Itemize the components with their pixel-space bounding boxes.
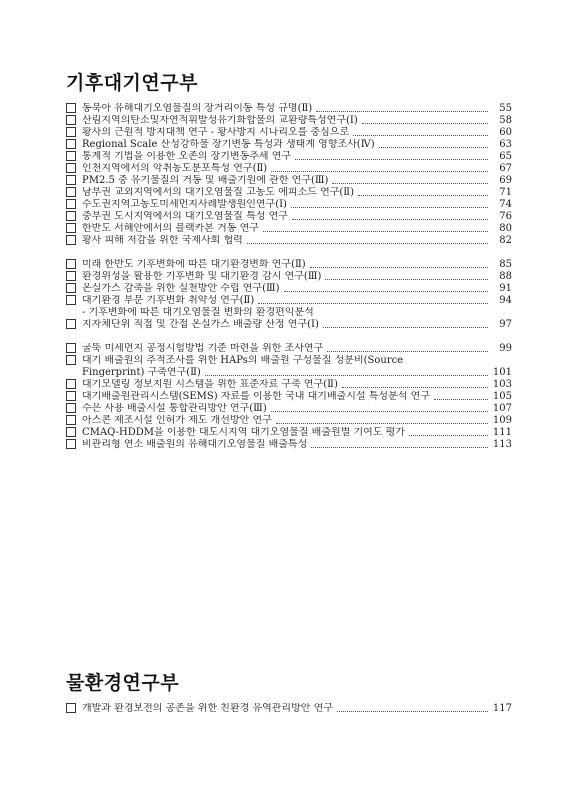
- toc-entry[interactable]: [66, 403, 512, 415]
- checkbox-icon: [66, 127, 76, 137]
- toc-entry[interactable]: [66, 163, 512, 175]
- section-title: 기후대기연구부: [66, 72, 198, 94]
- toc-entry-title: 지자체단위 직접 및 간접 온실가스 배출량 산정 연구(Ⅰ): [82, 319, 319, 330]
- toc-page-number: 65: [499, 151, 512, 162]
- toc-entry[interactable]: [66, 271, 512, 283]
- toc-page-number: 58: [499, 115, 512, 126]
- checkbox-icon: [66, 439, 76, 449]
- toc-entry[interactable]: [66, 127, 512, 139]
- toc-entry-title: 동북아 유해대기오염물질의 장거리이동 특성 규명(Ⅱ): [82, 103, 313, 114]
- toc-page-number: 105: [492, 391, 512, 402]
- checkbox-icon: [66, 355, 76, 365]
- checkbox-icon: [66, 391, 76, 401]
- toc-page-number: 88: [499, 271, 512, 282]
- toc-page-number: 80: [499, 223, 512, 234]
- dot-leader: [291, 207, 488, 208]
- dot-leader: [247, 243, 488, 244]
- toc-entry-title: 환경위성을 활용한 기후변화 및 대기환경 감시 연구(Ⅲ): [82, 271, 322, 282]
- toc-entry[interactable]: [66, 211, 512, 223]
- toc-page-number: 67: [499, 163, 512, 174]
- toc-entry-title: 대기 배출원의 추적조사를 위한 HAPs의 배출원 구성물질 성분비(Source: [82, 355, 404, 366]
- toc-entry-title: 수도권지역고농도미세먼지사례발생원인연구(Ⅰ): [82, 199, 287, 210]
- toc-page-number: 117: [492, 703, 512, 714]
- dot-leader: [292, 219, 488, 220]
- toc-entry[interactable]: [66, 307, 512, 319]
- toc-entry[interactable]: [66, 139, 512, 151]
- toc-page-number: 91: [499, 283, 512, 294]
- dot-leader: [271, 171, 488, 172]
- checkbox-icon: [66, 151, 76, 161]
- toc-entry-title: PM2.5 중 유기물질의 거동 및 배출기원에 관한 연구(Ⅲ): [82, 175, 329, 186]
- dot-leader: [325, 279, 488, 280]
- toc-entry[interactable]: [66, 319, 512, 331]
- toc-entry[interactable]: [66, 199, 512, 211]
- checkbox-icon: [66, 271, 76, 281]
- checkbox-icon: [66, 403, 76, 413]
- dot-leader: [332, 183, 488, 184]
- dot-leader: [276, 423, 488, 424]
- toc-entry[interactable]: [66, 379, 512, 391]
- toc-page-number: 107: [492, 403, 512, 414]
- toc-page-number: 97: [499, 319, 512, 330]
- checkbox-icon: [66, 211, 76, 221]
- toc-entry[interactable]: [66, 259, 512, 271]
- toc-entry-title: 남부권 교외지역에서의 대기오염물질 고농도 에피소드 연구(Ⅱ): [82, 187, 354, 198]
- toc-page-number: 71: [499, 187, 512, 198]
- toc-page-number: 60: [499, 127, 512, 138]
- toc-page-number: 113: [492, 439, 512, 450]
- toc-entry[interactable]: [66, 295, 512, 307]
- toc-entry-title: 대기모델링 정보지원 시스템을 위한 표준자료 구축 연구(Ⅱ): [82, 379, 338, 390]
- toc-page-number: 111: [492, 427, 512, 438]
- toc-entry-title: Fingerprint) 구축연구(Ⅱ): [82, 367, 201, 378]
- toc-list: [66, 103, 512, 451]
- checkbox-icon: [66, 427, 76, 437]
- section-climate-air: [66, 72, 512, 451]
- toc-entry[interactable]: [66, 391, 512, 403]
- dot-leader: [263, 231, 488, 232]
- toc-entry-title: Regional Scale 산성강하물 장기변동 특성과 생태계 영향조사(Ⅳ): [82, 139, 375, 150]
- toc-entry[interactable]: [66, 235, 512, 247]
- checkbox-icon: [66, 175, 76, 185]
- toc-entry-title: 인천지역에서의 악취농도분포특성 연구(Ⅱ): [82, 163, 268, 174]
- dot-leader: [379, 147, 488, 148]
- toc-page-number: 76: [499, 211, 512, 222]
- checkbox-icon: [66, 163, 76, 173]
- toc-entry[interactable]: [66, 343, 512, 355]
- dot-leader: [362, 123, 488, 124]
- dot-leader: [323, 327, 488, 328]
- dot-leader: [316, 111, 488, 112]
- toc-entry[interactable]: [66, 103, 512, 115]
- toc-entry-title: 수은 사용 배출시설 통합관리방안 연구(Ⅲ): [82, 403, 267, 414]
- checkbox-icon: [66, 223, 76, 233]
- toc-entry[interactable]: [66, 151, 512, 163]
- toc-page-number: 55: [499, 103, 512, 114]
- dot-leader: [311, 447, 488, 448]
- toc-page-number: 63: [499, 139, 512, 150]
- toc-page-number: 99: [499, 343, 512, 354]
- toc-list: [66, 703, 512, 715]
- checkbox-icon: [66, 319, 76, 329]
- dot-leader: [353, 135, 488, 136]
- dot-leader: [205, 375, 488, 376]
- toc-entry-title: 굴뚝 미세먼지 공정시험방법 기준 마련을 위한 조사연구: [82, 343, 324, 354]
- toc-entry-title: 황사 피해 저감을 위한 국제사회 협력: [82, 235, 243, 246]
- toc-entry[interactable]: [66, 415, 512, 427]
- checkbox-icon: [66, 295, 76, 305]
- toc-entry-title: 중부권 도시지역에서의 대기오염물질 특성 연구: [82, 211, 288, 222]
- checkbox-icon: [66, 187, 76, 197]
- toc-entry-title: 개발과 환경보전의 공존을 위한 친환경 유역관리방안 연구: [82, 703, 333, 714]
- toc-entry-title: 아스콘 제조시설 인허가 제도 개선방안 연구: [82, 415, 272, 426]
- toc-entry[interactable]: [66, 439, 512, 451]
- toc-page-number: 82: [499, 235, 512, 246]
- toc-entry-title: 대기환경 부문 기후변화 취약성 연구(Ⅱ): [82, 295, 255, 306]
- toc-entry[interactable]: [66, 283, 512, 295]
- toc-entry-title: 미래 한반도 기후변화에 따른 대기환경변화 연구(Ⅱ): [82, 259, 306, 270]
- toc-entry-title: 대기배출원관리시스템(SEMS) 자료를 이용한 국내 대기배출시설 특성분석 연구: [82, 391, 430, 402]
- dot-leader: [337, 711, 488, 712]
- toc-entry-title: 온실가스 감축을 위한 실천방안 수립 연구(Ⅲ): [82, 283, 280, 294]
- toc-entry[interactable]: [66, 427, 512, 439]
- toc-entry[interactable]: [66, 703, 512, 715]
- checkbox-icon: [66, 703, 76, 713]
- checkbox-icon: [66, 139, 76, 149]
- toc-page-number: 101: [492, 367, 512, 378]
- checkbox-icon: [66, 259, 76, 269]
- toc-entry-title: 비관리형 연소 배출원의 유해대기오염물질 배출특성: [82, 439, 308, 450]
- toc-page-number: 74: [499, 199, 512, 210]
- toc-entry[interactable]: [66, 187, 512, 199]
- dot-leader: [342, 387, 488, 388]
- checkbox-icon: [66, 199, 76, 209]
- dot-leader: [409, 435, 488, 436]
- checkbox-icon: [66, 235, 76, 245]
- dot-leader: [310, 267, 488, 268]
- toc-page-number: 69: [499, 175, 512, 186]
- toc-entry-title: - 기후변화에 따른 대기오염물질 변화의 환경편익분석: [82, 307, 314, 318]
- dot-leader: [295, 159, 488, 160]
- toc-entry-title: 황사의 근원적 방지대책 연구 - 황사방지 시나리오를 중심으로: [82, 127, 350, 138]
- toc-entry[interactable]: [66, 223, 512, 235]
- toc-page-number: 109: [492, 415, 512, 426]
- dot-leader: [271, 411, 488, 412]
- toc-entry-title: 산림지역의탄소및자연적휘발성유기화합물의 교환량특성연구(Ⅰ): [82, 115, 358, 126]
- toc-page-number: 94: [499, 295, 512, 306]
- section-title: 물환경연구부: [66, 672, 180, 694]
- toc-page-number: 103: [492, 379, 512, 390]
- toc-entry[interactable]: [66, 355, 512, 367]
- toc-entry-title: 통계적 기법을 이용한 오존의 장기변동추세 연구: [82, 151, 292, 162]
- toc-entry[interactable]: [66, 367, 512, 379]
- section-water: [66, 672, 512, 715]
- toc-page-number: 85: [499, 259, 512, 270]
- checkbox-icon: [66, 103, 76, 113]
- checkbox-icon: [66, 115, 76, 125]
- checkbox-icon: [66, 415, 76, 425]
- toc-entry[interactable]: [66, 115, 512, 127]
- toc-entry-title: 한반도 서해안에서의 블랙카본 거동 연구: [82, 223, 259, 234]
- dot-leader: [358, 195, 488, 196]
- checkbox-icon: [66, 343, 76, 353]
- toc-entry-title: CMAQ-HDDM을 이용한 대도시지역 대기오염물질 배출원별 기여도 평가: [82, 427, 405, 438]
- checkbox-icon: [66, 283, 76, 293]
- dot-leader: [327, 351, 488, 352]
- dot-leader: [434, 399, 488, 400]
- checkbox-icon: [66, 379, 76, 389]
- dot-leader: [284, 291, 488, 292]
- dot-leader: [258, 303, 488, 304]
- toc-entry[interactable]: [66, 175, 512, 187]
